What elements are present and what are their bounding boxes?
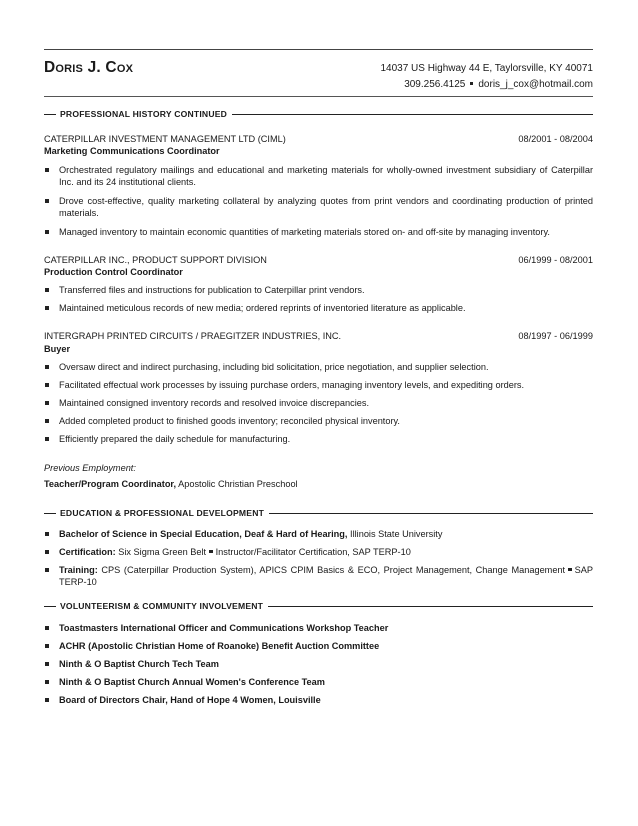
- job-title: Buyer: [44, 344, 71, 354]
- list-item: Facilitated effectual work processes by issuing purchase orders, managing inventory levels, and expediting orders.: [44, 379, 593, 391]
- job-title: Production Control Coordinator: [44, 267, 183, 277]
- training-label: Training:: [59, 565, 98, 575]
- job-header: [44, 134, 593, 144]
- previous-org: Apostolic Christian Preschool: [178, 479, 298, 489]
- job-bullets: [44, 361, 593, 445]
- candidate-name: Doris J. Cox: [44, 59, 134, 76]
- previous-employment-label: Previous Employment:: [44, 463, 136, 473]
- section-title: EDUCATION & PROFESSIONAL DEVELOPMENT: [60, 508, 265, 518]
- certification-label: Certification:: [59, 547, 116, 557]
- contact-block: [380, 61, 593, 93]
- list-item: Added completed product to finished goods inventory; reconciled physical inventory.: [44, 415, 593, 427]
- list-item: Board of Directors Chair, Hand of Hope 4 Women, Louisville: [44, 694, 593, 706]
- list-item: Managed inventory to maintain economic quantities of marketing materials stored on- and off-site by managing inventory.: [44, 226, 593, 238]
- top-divider: [44, 49, 593, 50]
- separator-square-icon: [209, 550, 213, 554]
- volunteer-list: [44, 622, 593, 706]
- list-item: Training: CPS (Caterpillar Production System), APICS CPIM Basics & ECO, Project Management, Change Management SAP TERP-10: [44, 564, 593, 588]
- job-bullets: [44, 164, 593, 238]
- school: Illinois State University: [350, 529, 443, 539]
- job-title: Marketing Communications Coordinator: [44, 146, 220, 156]
- company-name: CATERPILLAR INC., PRODUCT SUPPORT DIVISION: [44, 255, 267, 265]
- section-header-volunteer: [44, 599, 593, 613]
- list-item: Maintained consigned inventory records and resolved invoice discrepancies.: [44, 397, 593, 409]
- list-item: Drove cost-effective, quality marketing collateral by analyzing quotes from print vendors and coordinating production of printed materials.: [44, 195, 593, 219]
- list-item: ACHR (Apostolic Christian Home of Roanoke) Benefit Auction Committee: [44, 640, 593, 652]
- list-item: Ninth & O Baptist Church Tech Team: [44, 658, 593, 670]
- header-divider: [44, 96, 593, 97]
- job-dates: 08/1997 - 06/1999: [518, 331, 593, 341]
- list-item: Certification: Six Sigma Green Belt Instructor/Facilitator Certification, SAP TERP-10: [44, 546, 593, 558]
- list-item: Maintained meticulous records of new media; ordered reprints of inventoried literature as applicable.: [44, 302, 593, 314]
- job-header: [44, 255, 593, 265]
- job-dates: 08/2001 - 08/2004: [518, 134, 593, 144]
- job-bullets: [44, 284, 593, 314]
- phone: 309.256.4125: [404, 79, 466, 90]
- address: 14037 US Highway 44 E, Taylorsville, KY 40071: [380, 63, 593, 74]
- section-header-history: [44, 107, 593, 121]
- company-name: CATERPILLAR INVESTMENT MANAGEMENT LTD (CIML): [44, 134, 286, 144]
- degree: Bachelor of Science in Special Education, Deaf & Hard of Hearing,: [59, 529, 348, 539]
- list-item: [44, 528, 593, 540]
- list-item: Efficiently prepared the daily schedule for manufacturing.: [44, 433, 593, 445]
- education-list: [44, 528, 593, 588]
- section-header-education: [44, 506, 593, 520]
- list-item: Oversaw direct and indirect purchasing, including bid solicitation, price negotiation, and supplier selection.: [44, 361, 593, 373]
- list-item: Orchestrated regulatory mailings and educational and marketing materials for wholly-owned investment subsidiary of Caterpillar Inc. and its 24 institutional clients.: [44, 164, 593, 188]
- email: doris_j_cox@hotmail.com: [478, 79, 593, 90]
- section-title: PROFESSIONAL HISTORY CONTINUED: [60, 109, 228, 119]
- list-item: Toastmasters International Officer and Communications Workshop Teacher: [44, 622, 593, 634]
- previous-employment: [44, 479, 298, 489]
- section-title: VOLUNTEERISM & COMMUNITY INVOLVEMENT: [60, 601, 264, 611]
- job-header: [44, 331, 593, 341]
- company-name: INTERGRAPH PRINTED CIRCUITS / PRAEGITZER INDUSTRIES, INC.: [44, 331, 342, 341]
- separator-square-icon: [470, 82, 473, 85]
- phone-email-line: [380, 77, 593, 93]
- list-item: Transferred files and instructions for publication to Caterpillar print vendors.: [44, 284, 593, 296]
- separator-square-icon: [568, 568, 572, 572]
- previous-role: Teacher/Program Coordinator,: [44, 479, 177, 489]
- job-dates: 06/1999 - 08/2001: [518, 255, 593, 265]
- list-item: Ninth & O Baptist Church Annual Women's Conference Team: [44, 676, 593, 688]
